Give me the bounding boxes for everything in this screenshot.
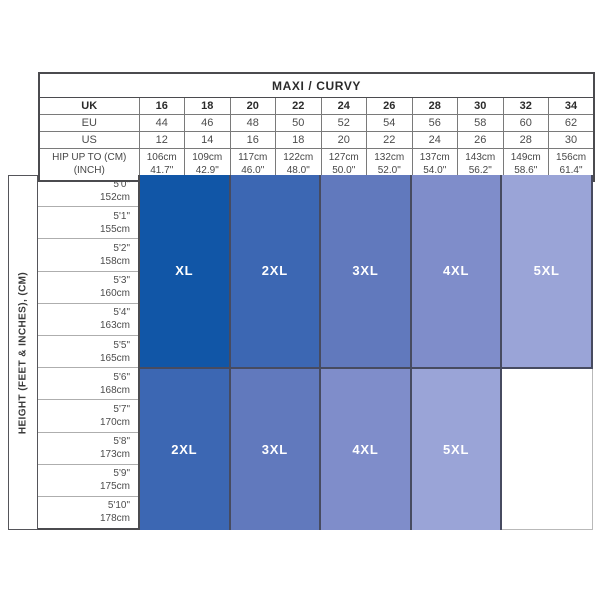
row-label-hip: HIP UP TO (CM) (INCH) (39, 149, 139, 182)
hip-cell: 109cm 42.9" (185, 149, 231, 182)
us-size-cell: 26 (458, 132, 504, 149)
size-zone-5xl: 5XL (502, 175, 593, 369)
size-zone-empty (502, 369, 593, 530)
uk-size-cell: 22 (276, 98, 322, 115)
size-zone-xl: XL (140, 175, 231, 369)
hip-cell: 106cm 41.7" (139, 149, 185, 182)
size-header-table (38, 72, 595, 182)
height-row: 5'8" 173cm (38, 433, 138, 465)
hip-cell: 122cm 48.0" (276, 149, 322, 182)
height-row: 5'5" 165cm (38, 336, 138, 368)
uk-size-cell: 16 (139, 98, 185, 115)
hip-cell: 156cm 61.4" (549, 149, 595, 182)
us-size-cell: 20 (321, 132, 367, 149)
us-size-cell: 30 (549, 132, 595, 149)
height-row: 5'1" 155cm (38, 207, 138, 239)
uk-size-cell: 26 (367, 98, 413, 115)
header-row-uk (39, 98, 594, 115)
size-zone-2xl: 2XL (231, 175, 322, 369)
height-row: 5'2" 158cm (38, 239, 138, 271)
eu-size-cell: 60 (503, 115, 549, 132)
size-zone-4xl: 4XL (321, 369, 412, 530)
uk-size-cell: 24 (321, 98, 367, 115)
eu-size-cell: 50 (276, 115, 322, 132)
header-row-eu (39, 115, 594, 132)
height-row: 5'9" 175cm (38, 465, 138, 497)
hip-cell: 137cm 54.0" (412, 149, 458, 182)
hip-cell: 143cm 56.2" (458, 149, 504, 182)
hip-cell: 127cm 50.0" (321, 149, 367, 182)
eu-size-cell: 54 (367, 115, 413, 132)
uk-size-cell: 20 (230, 98, 276, 115)
uk-size-cell: 34 (549, 98, 595, 115)
eu-size-cell: 46 (185, 115, 231, 132)
us-size-cell: 16 (230, 132, 276, 149)
hip-cell: 117cm 46.0" (230, 149, 276, 182)
height-row: 5'3" 160cm (38, 272, 138, 304)
eu-size-cell: 48 (230, 115, 276, 132)
height-row: 5'4" 163cm (38, 304, 138, 336)
size-zone-3xl: 3XL (321, 175, 412, 369)
chart-title-row (39, 73, 594, 98)
header-row-us (39, 132, 594, 149)
chart-body (8, 175, 593, 530)
us-size-cell: 18 (276, 132, 322, 149)
height-row: 5'10" 178cm (99, 500, 130, 525)
size-zone-4xl: 4XL (412, 175, 503, 369)
eu-size-cell: 56 (412, 115, 458, 132)
us-size-cell: 28 (503, 132, 549, 149)
size-zones-grid (138, 175, 593, 530)
uk-size-cell: 28 (412, 98, 458, 115)
hip-cell: 149cm 58.6" (503, 149, 549, 182)
height-row: 5'6" 168cm (38, 368, 138, 400)
height-axis (8, 175, 38, 530)
eu-size-cell: 62 (549, 115, 595, 132)
us-size-cell: 12 (139, 132, 185, 149)
chart-title: MAXI / CURVY (39, 73, 594, 98)
row-label-eu: EU (39, 115, 139, 132)
us-size-cell: 14 (185, 132, 231, 149)
uk-size-cell: 32 (503, 98, 549, 115)
height-row: 5'0" 152cm (38, 175, 138, 207)
height-labels-column (38, 175, 138, 530)
height-row: 5'7" 170cm (38, 400, 138, 432)
size-zone-3xl: 3XL (231, 369, 322, 530)
size-zone-2xl: 2XL (140, 369, 231, 530)
uk-size-cell: 30 (458, 98, 504, 115)
uk-size-cell: 18 (185, 98, 231, 115)
eu-size-cell: 52 (321, 115, 367, 132)
hip-cell: 132cm 52.0" (367, 149, 413, 182)
height-axis-label: HEIGHT (FEET & INCHES), (CM) (17, 271, 29, 434)
eu-size-cell: 44 (139, 115, 185, 132)
row-label-uk: UK (39, 98, 139, 115)
size-zone-5xl: 5XL (412, 369, 503, 530)
us-size-cell: 24 (412, 132, 458, 149)
eu-size-cell: 58 (458, 115, 504, 132)
us-size-cell: 22 (367, 132, 413, 149)
row-label-us: US (39, 132, 139, 149)
